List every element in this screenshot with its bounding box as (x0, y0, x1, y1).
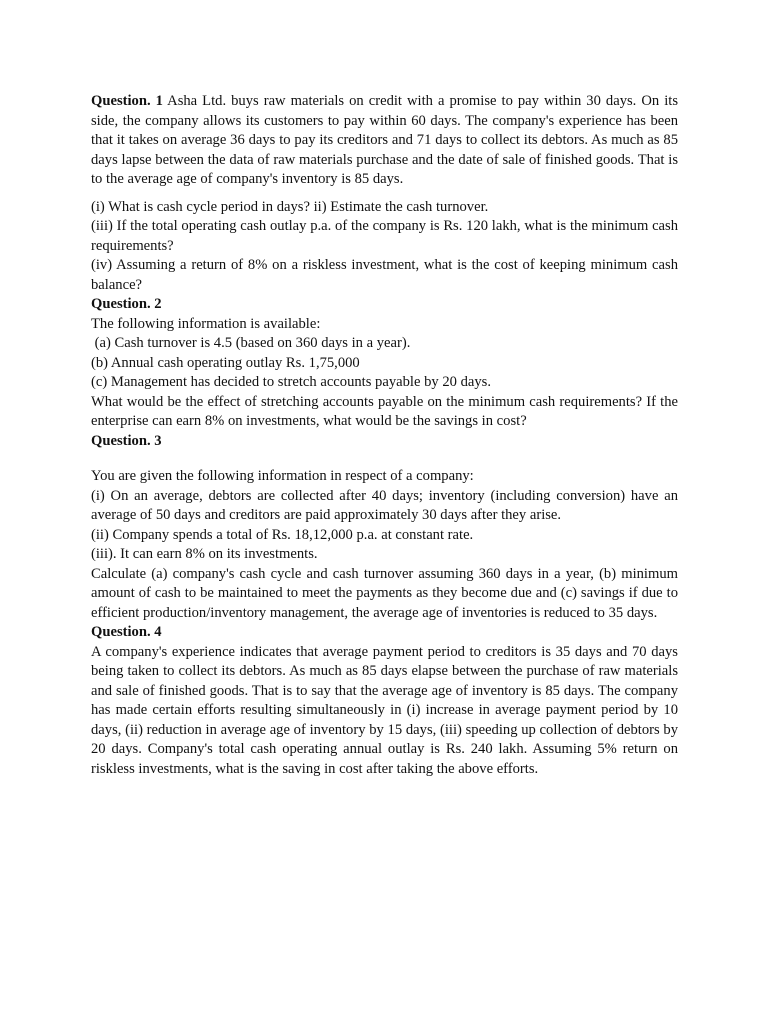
question-1-intro (91, 92, 678, 190)
question-4-title: Question. 4 (91, 624, 162, 640)
question-3-line-ii: (ii) Company spends a total of Rs. 18,12,000 p.a. at constant rate. (91, 526, 474, 543)
question-1-title: Question. 1 (91, 93, 163, 109)
question-1-part-iii: (iii) If the total operating cash outlay p.a. of the company is Rs. 120 lakh, what is the minimum cash requirements? (91, 218, 678, 254)
question-1-part-iv: (iv) Assuming a return of 8% on a riskless investment, what is the cost of keeping minimum cash balance? (91, 257, 678, 293)
document-page (91, 92, 678, 779)
question-2-line-c: (c) Management has decided to stretch accounts payable by 20 days. (91, 374, 491, 390)
question-2-body (91, 315, 678, 432)
question-2-line-b: (b) Annual cash operating outlay Rs. 1,75,000 (91, 354, 360, 371)
question-3-body (91, 467, 678, 623)
question-3-task: Calculate (a) company's cash cycle and cash turnover assuming 360 days in a year, (b) minimum amount of cash to be maintained to meet the payments as they become due and (c) savings if due to efficient production/inventory management, the average age of inventories is reduced to 35 days. (91, 565, 678, 621)
question-2-line-a: (a) Cash turnover is 4.5 (based on 360 days in a year). (91, 335, 411, 351)
question-3-line-iii: (iii). It can earn 8% on its investments. (91, 546, 318, 562)
question-4-body: A company's experience indicates that average payment period to creditors is 35 days and 70 days being taken to collect its debtors. As much as 85 days elapse between the purchase of raw materials and sale of finished goods. That is to say that the average age of inventory is 85 days. The company has made certain efforts resulting simultaneously in (i) increase in average payment period by 10 days, (ii) reduction in average age of inventory by 15 days, (iii) speeding up collection of debtors by 20 days. Company's total cash operating annual outlay is Rs. 240 lakh. Assuming 5% return on riskless investments, what is the saving in cost after taking the above efforts. (91, 643, 678, 777)
question-3-line-i: (i) On an average, debtors are collected after 40 days; inventory (including conversion) have an average of 50 days and creditors are paid approximately 30 days after they arise. (91, 487, 678, 523)
question-1-parts (91, 198, 678, 296)
question-2-line-intro: The following information is available: (91, 315, 321, 332)
question-2-question: What would be the effect of stretching accounts payable on the minimum cash requirements? If the enterprise can earn 8% on investments, what would be the savings in cost? (91, 393, 678, 429)
question-3-line-intro: You are given the following information in respect of a company: (91, 468, 474, 484)
question-2-title: Question. 2 (91, 296, 162, 312)
question-1-text: Asha Ltd. buys raw materials on credit with a promise to pay within 30 days. On its side, the company allows its customers to pay within 60 days. The company's experience has been that it takes on average 36 days to pay its creditors and 71 days to collect its debtors. As much as 85 days lapse between the data of raw materials purchase and the date of sale of finished goods. That is to the average age of company's inventory is 85 days. (91, 93, 679, 187)
question-1-part-i-ii: (i) What is cash cycle period in days? ii) Estimate the cash turnover. (91, 198, 489, 215)
question-3-title: Question. 3 (91, 432, 162, 449)
